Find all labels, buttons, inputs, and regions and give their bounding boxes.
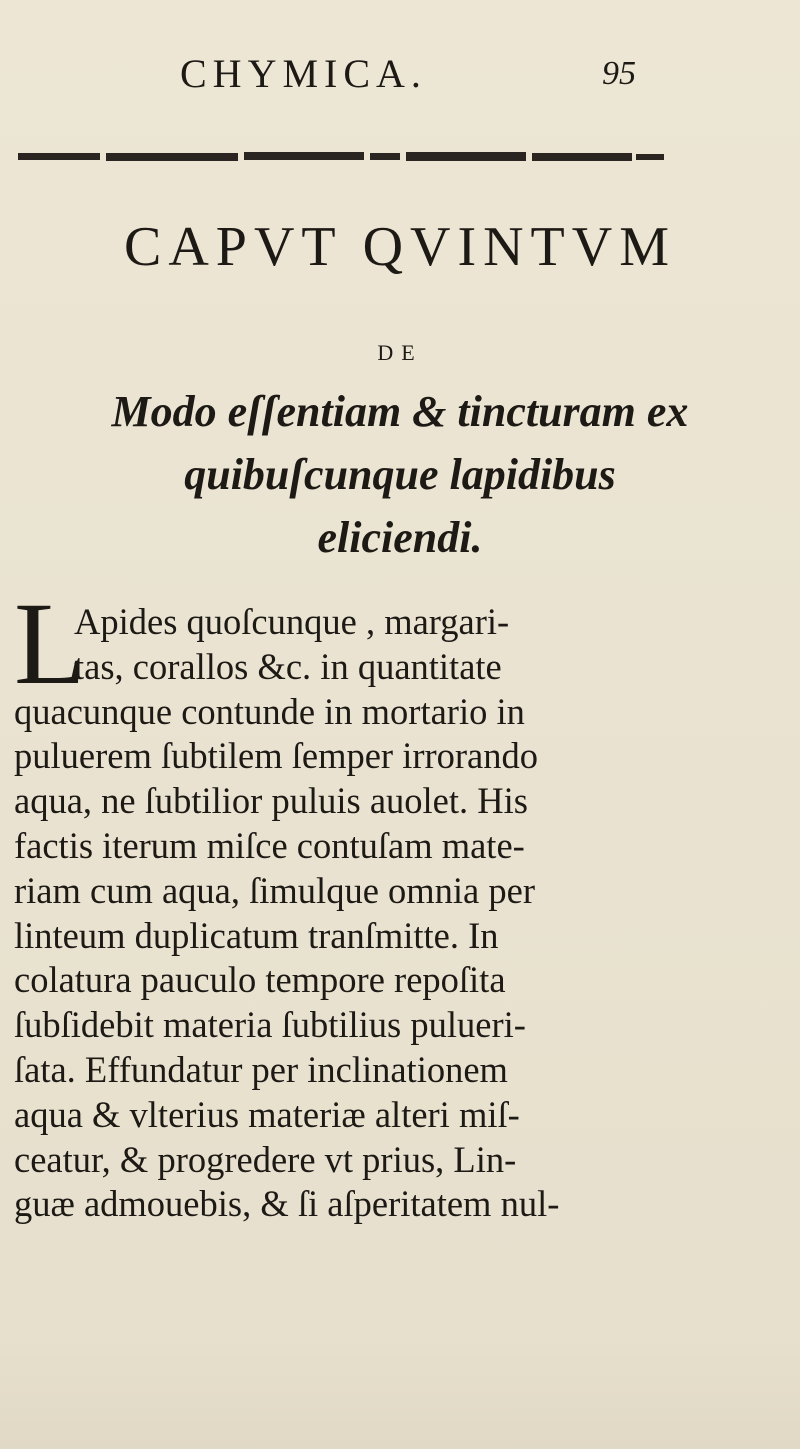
text-line: puluerem ſubtilem ſemper irrorando: [14, 735, 539, 777]
text-line: riam cum aqua, ſimulque omnia per: [14, 869, 535, 911]
chapter-title: CAPVT QVINTVM: [124, 216, 676, 278]
chapter-subtitle: [40, 380, 760, 569]
text-line: tas, corallos &c. in quantitate: [74, 645, 502, 687]
page-number: 95: [602, 55, 636, 92]
text-line: colatura pauculo tempore repoſita: [14, 959, 506, 1001]
running-title: CHYMICA.: [180, 51, 427, 96]
lower-margin: [0, 1340, 800, 1449]
text-line: quacunque contunde in mortario in: [14, 690, 525, 732]
text-line: factis iterum miſce contuſam mate-: [14, 824, 525, 866]
text-line: aqua, ne ſubtilior puluis auolet. His: [14, 780, 528, 822]
body-text: [14, 600, 774, 1227]
running-head: [0, 42, 800, 102]
text-line: ſubſidebit materia ſubtilius pulueri-: [14, 1004, 526, 1046]
drop-cap: L: [14, 578, 87, 709]
subtitle-line: Modo eſſentiam & tincturam ex: [111, 387, 689, 436]
text-line: guæ admouebis, & ſi aſperitatem nul-: [14, 1183, 560, 1225]
text-line: ſata. Effundatur per inclinationem: [14, 1048, 508, 1090]
subtitle-line: eliciendi.: [317, 513, 483, 562]
subtitle-line: quibuſcunque lapidibus: [184, 450, 616, 499]
header-rule: [0, 150, 800, 164]
text-line: aqua & vlterius materiæ alteri miſ-: [14, 1093, 520, 1135]
text-line: Apides quoſcunque , margari-: [74, 601, 510, 642]
text-line: linteum duplicatum tranſmitte. In: [14, 914, 499, 956]
chapter-de: DE: [377, 340, 423, 365]
text-line: ceatur, & progredere vt prius, Lin-: [14, 1138, 517, 1180]
